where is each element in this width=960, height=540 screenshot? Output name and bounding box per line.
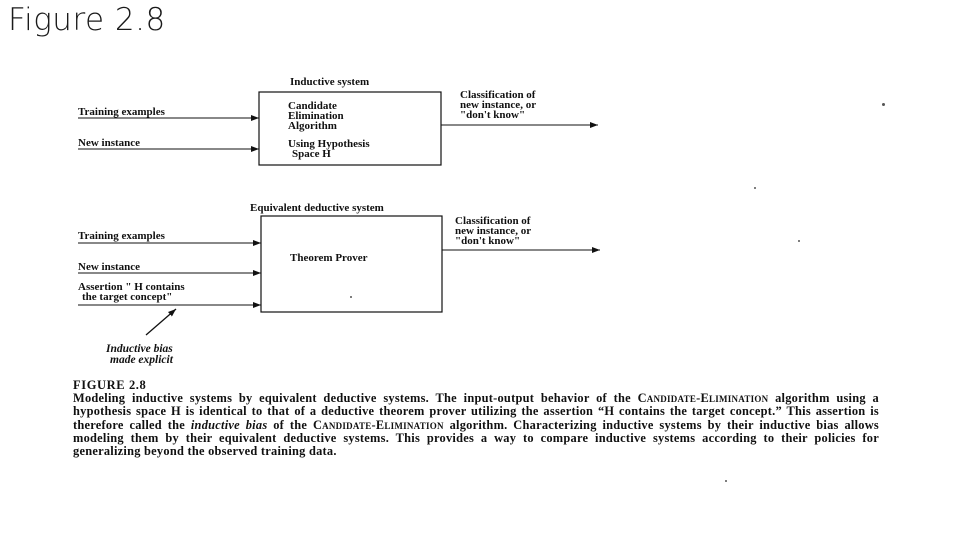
- inductive-system-title: Inductive system: [290, 76, 370, 88]
- slide-title: Figure 2.8: [8, 2, 166, 38]
- inductive-bias-label-1: Inductive bias: [106, 343, 173, 355]
- scan-speck: [350, 296, 352, 298]
- scan-speck: [725, 480, 727, 482]
- inductive-output-line-2: new instance, or: [460, 99, 537, 111]
- caption-small-caps: Candidate-Elimination: [312, 417, 444, 432]
- deductive-system-title: Equivalent deductive system: [250, 202, 384, 214]
- caption-emphasis: inductive bias: [190, 417, 268, 432]
- caption-small-caps: Candidate-Elimination: [637, 391, 769, 406]
- inductive-system-box: [259, 92, 441, 165]
- caption-segment: Modeling inductive systems by equivalent deductive systems. The input-output behavior of the: [73, 391, 638, 406]
- deductive-output-line-3: "don't know": [455, 235, 521, 247]
- deductive-input-assertion-label-2: the target concept": [82, 291, 173, 303]
- inductive-box-text-2: Elimination: [288, 110, 344, 122]
- figure-caption-heading: FIGURE 2.8: [73, 378, 147, 392]
- deductive-output-line-2: new instance, or: [455, 225, 532, 237]
- inductive-box-text-1: Candidate: [288, 100, 337, 112]
- caption-segment: algorithm. Characterizing inductive systems by their inductive bias allows modeling them by their equivalent deductive systems. This provides a way to compare inductive systems according to their policies for generalizing beyond the observed training data.: [73, 417, 880, 459]
- deductive-input-new-instance-label: New instance: [78, 261, 141, 273]
- inductive-input-new-instance-label: New instance: [78, 137, 141, 149]
- inductive-input-training-label: Training examples: [78, 106, 165, 118]
- inductive-box-text-4: Using Hypothesis: [288, 138, 370, 150]
- scan-speck: [798, 240, 800, 242]
- scan-speck: [882, 103, 885, 106]
- inductive-output-line-1: Classification of: [460, 89, 536, 101]
- inductive-output-line-3: "don't know": [460, 109, 526, 121]
- inductive-bias-pointer-arrow: [146, 309, 176, 335]
- figure-caption-text: [73, 392, 879, 458]
- inductive-bias-label-2: made explicit: [110, 354, 173, 366]
- deductive-input-assertion-label-1: Assertion " H contains: [78, 281, 185, 293]
- figure-caption: [73, 379, 879, 458]
- theorem-prover-label: Theorem Prover: [290, 252, 368, 264]
- deductive-input-training-label: Training examples: [78, 230, 165, 242]
- caption-segment: algorithm using a hypothesis space H is identical to that of a deductive theorem prover utilizing the assertion “H contains the target concept.” This assertion is therefore called the: [73, 391, 879, 432]
- caption-segment: of the: [267, 417, 313, 432]
- inductive-box-text-5: Space H: [292, 148, 331, 160]
- inductive-box-text-3: Algorithm: [288, 120, 337, 132]
- deductive-output-line-1: Classification of: [455, 215, 531, 227]
- scan-speck: [754, 187, 756, 189]
